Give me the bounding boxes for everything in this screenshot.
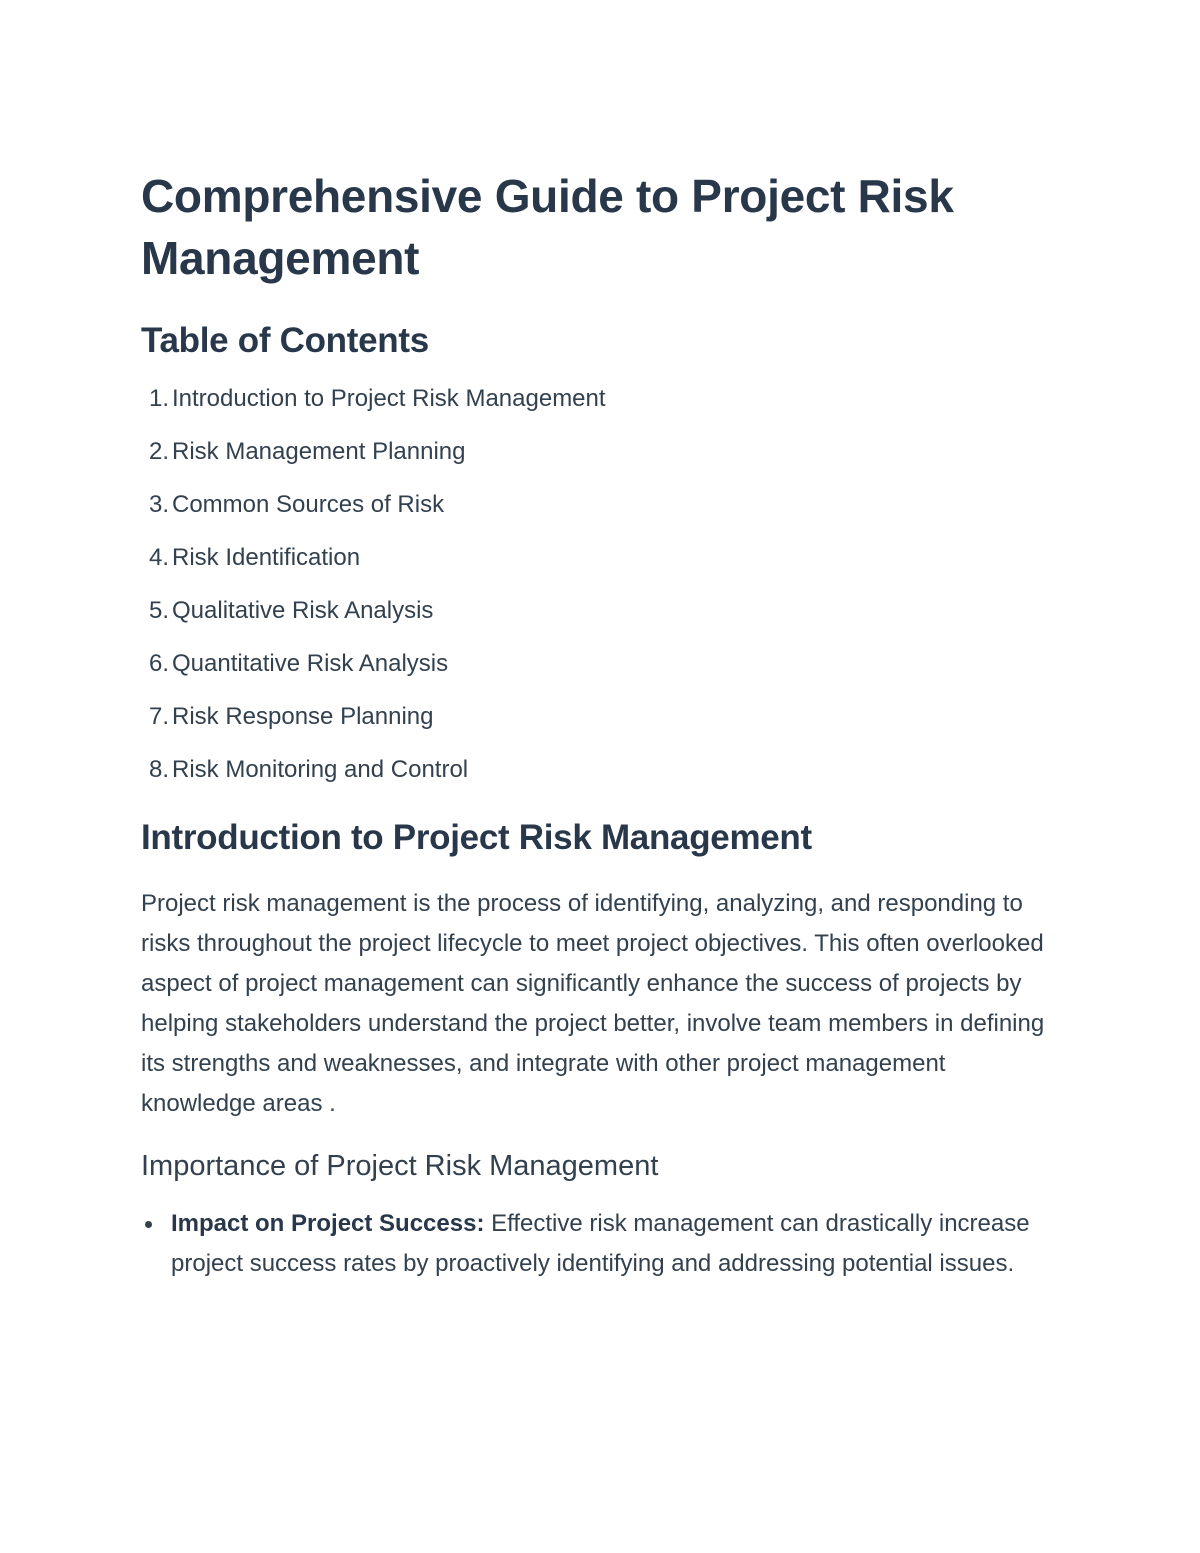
table-of-contents bbox=[141, 385, 1051, 784]
toc-item[interactable] bbox=[141, 385, 1051, 413]
toc-item-label: Risk Identification bbox=[172, 544, 361, 571]
toc-item-label: Risk Management Planning bbox=[172, 438, 466, 465]
toc-item[interactable] bbox=[141, 650, 1051, 678]
toc-item-label: Risk Response Planning bbox=[172, 703, 434, 730]
importance-heading: Importance of Project Risk Management bbox=[141, 1150, 659, 1182]
toc-item[interactable] bbox=[141, 756, 1051, 784]
list-item bbox=[141, 1204, 1051, 1284]
toc-item[interactable] bbox=[141, 544, 1051, 572]
bullet-icon bbox=[145, 1221, 152, 1228]
toc-item-number: 3. bbox=[148, 491, 169, 518]
toc-item-number: 8. bbox=[148, 756, 169, 783]
toc-item-number: 2. bbox=[148, 438, 169, 465]
intro-heading: Introduction to Project Risk Management bbox=[141, 818, 812, 857]
document-title: Comprehensive Guide to Project Risk Management bbox=[141, 170, 954, 284]
toc-item-label: Introduction to Project Risk Management bbox=[172, 385, 606, 412]
toc-item-number: 4. bbox=[148, 544, 169, 571]
toc-item[interactable] bbox=[141, 597, 1051, 625]
list-item-text: Effective risk management can drastically increase project success rates by proactively identifying and addressing potential issues. bbox=[171, 1210, 1030, 1277]
toc-item-label: Risk Monitoring and Control bbox=[172, 756, 469, 783]
toc-item-number: 5. bbox=[148, 597, 169, 624]
document-page bbox=[141, 165, 1051, 1284]
toc-heading: Table of Contents bbox=[141, 321, 429, 360]
toc-item-number: 6. bbox=[148, 650, 169, 677]
toc-item[interactable] bbox=[141, 438, 1051, 466]
toc-item-label: Common Sources of Risk bbox=[172, 491, 445, 518]
toc-item-label: Qualitative Risk Analysis bbox=[172, 597, 434, 624]
intro-paragraph: Project risk management is the process of identifying, analyzing, and responding to risks throughout the project lifecycle to meet project objectives. This often overlooked aspect of project management can significantly enhance the success of projects by helping stakeholders understand the project better, involve team members in defining its strengths and weaknesses, and integrate with other project management knowledge areas . bbox=[141, 890, 1045, 1117]
toc-item-number: 1. bbox=[148, 385, 169, 412]
list-item-term: Impact on Project Success: bbox=[171, 1210, 485, 1237]
toc-item[interactable] bbox=[141, 491, 1051, 519]
toc-item-label: Quantitative Risk Analysis bbox=[172, 650, 449, 677]
importance-list bbox=[141, 1204, 1051, 1284]
toc-item-number: 7. bbox=[148, 703, 169, 730]
toc-item[interactable] bbox=[141, 703, 1051, 731]
